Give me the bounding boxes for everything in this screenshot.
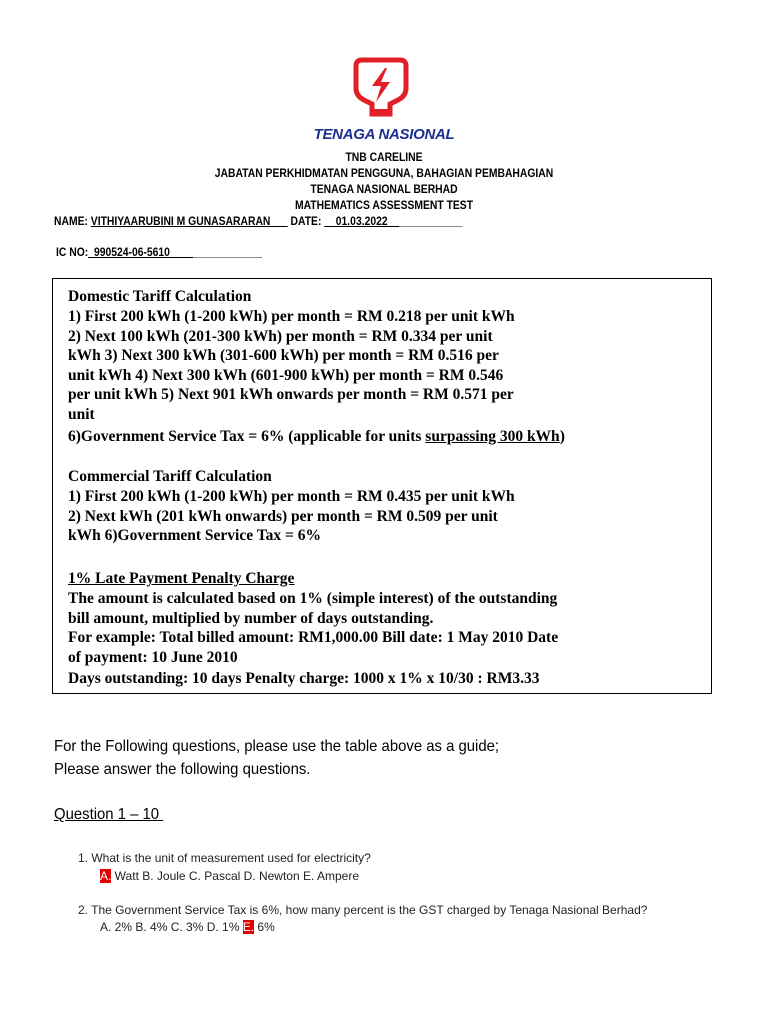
- domestic-gst-condition: surpassing 300 kWh: [425, 428, 560, 445]
- domestic-line: kWh 3) Next 300 kWh (301-600 kWh) per month = RM 0.516 per: [68, 347, 499, 364]
- header-company: TENAGA NASIONAL BERHAD: [310, 184, 458, 196]
- instruction-line: For the Following questions, please use the table above as a guide;: [54, 738, 500, 755]
- question-1-selected-answer: A.: [100, 869, 112, 883]
- header-test-title: MATHEMATICS ASSESSMENT TEST: [294, 200, 474, 212]
- question-2-text: 2. The Government Service Tax is 6%, how many percent is the GST charged by Tenaga Nasional Berhad?: [78, 903, 648, 917]
- penalty-line: Days outstanding: 10 days Penalty charge: 1000 x 1% x 10/30 : RM3.33: [68, 670, 540, 687]
- date-label: DATE:: [287, 216, 325, 228]
- penalty-title: 1% Late Payment Penalty Charge: [68, 570, 295, 587]
- commercial-line: 2) Next kWh (201 kWh onwards) per month = RM 0.509 per unit: [68, 508, 498, 525]
- instruction-line: Please answer the following questions.: [54, 761, 311, 778]
- tnb-logo-icon: [352, 56, 410, 118]
- date-value: __01.03.2022__: [324, 216, 400, 228]
- name-label: NAME:: [54, 216, 91, 228]
- name-value: VITHIYAARUBINI M GUNASARARAN___: [90, 216, 288, 228]
- domestic-line: unit: [68, 406, 95, 423]
- domestic-line: per unit kWh 5) Next 901 kWh onwards per month = RM 0.571 per: [68, 386, 514, 403]
- domestic-line: 1) First 200 kWh (1-200 kWh) per month = RM 0.218 per unit kWh: [68, 308, 515, 325]
- ic-line: [56, 247, 262, 259]
- question-2-options: [100, 920, 275, 934]
- penalty-line: The amount is calculated based on 1% (simple interest) of the outstanding: [68, 590, 558, 607]
- domestic-line: 2) Next 100 kWh (201-300 kWh) per month = RM 0.334 per unit: [68, 328, 493, 345]
- domestic-gst-prefix: 6)Government Service Tax = 6% (applicable for units: [68, 428, 426, 445]
- section-title: Question 1 – 10: [54, 806, 164, 823]
- tariff-info-box: [52, 278, 712, 694]
- question-2-selected-answer: E.: [242, 920, 255, 934]
- domestic-line: unit kWh 4) Next 300 kWh (601-900 kWh) per month = RM 0.546: [68, 367, 504, 384]
- penalty-line: bill amount, multiplied by number of days outstanding.: [68, 610, 434, 627]
- commercial-title: Commercial Tariff Calculation: [68, 468, 272, 485]
- domestic-gst-line: [68, 428, 565, 446]
- ic-label: IC NO:: [56, 247, 89, 259]
- domestic-gst-suffix: ): [559, 428, 565, 445]
- question-2-options-before: A. 2% B. 4% C. 3% D. 1%: [100, 920, 243, 934]
- penalty-line: of payment: 10 June 2010: [68, 649, 238, 666]
- domestic-title: Domestic Tariff Calculation: [68, 288, 252, 305]
- name-date-line: [54, 216, 462, 228]
- ic-tail: ____________: [192, 247, 263, 259]
- question-1-options: [100, 869, 359, 883]
- commercial-line: kWh 6)Government Service Tax = 6%: [68, 527, 321, 544]
- question-2-options-rest: 6%: [254, 920, 275, 934]
- brand-name: TENAGA NASIONAL: [313, 126, 455, 143]
- commercial-line: 1) First 200 kWh (1-200 kWh) per month = RM 0.435 per unit kWh: [68, 488, 515, 505]
- date-tail: ___________: [399, 216, 463, 228]
- question-1-text: 1. What is the unit of measurement used for electricity?: [78, 851, 371, 865]
- header-department: JABATAN PERKHIDMATAN PENGGUNA, BAHAGIAN PEMBAHAGIAN: [214, 168, 554, 180]
- question-1-options-rest: Watt B. Joule C. Pascal D. Newton E. Ampere: [111, 869, 359, 883]
- penalty-line: For example: Total billed amount: RM1,000.00 Bill date: 1 May 2010 Date: [68, 629, 559, 646]
- ic-value: _990524-06-5610____: [88, 247, 193, 259]
- header-careline: TNB CARELINE: [345, 152, 423, 164]
